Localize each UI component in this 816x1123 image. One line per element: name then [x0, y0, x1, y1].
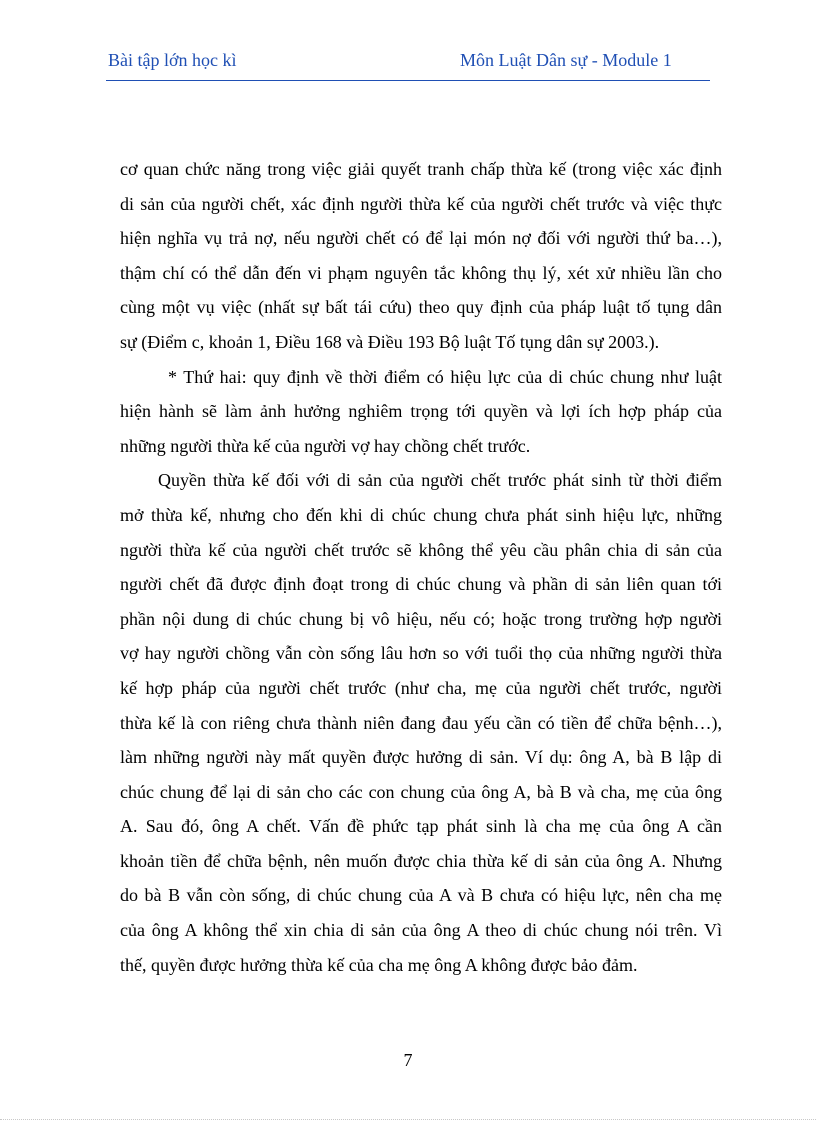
text-line: khoản tiền để chữa bệnh, nên muốn được chia thừa kế di sản của ông A. Nhưng	[120, 850, 722, 871]
text-line: A. Sau đó, ông A chết. Vấn đề phức tạp phát sinh là cha mẹ của ông A cần	[120, 816, 722, 837]
footer-divider	[0, 1119, 816, 1120]
page-number: 7	[403, 1050, 413, 1070]
text-line: chúc chung để lại di sản cho các con chung của ông A, bà B và cha, mẹ của ông	[120, 781, 722, 802]
text-line: làm những người này mất quyền được hưởng di sản. Ví dụ: ông A, bà B lập di	[120, 747, 722, 768]
text-line: thừa kế là con riêng chưa thành niên đang đau yếu cần có tiền để chữa bệnh…),	[120, 712, 722, 733]
header-right-title: Môn Luật Dân sự - Module 1	[460, 50, 672, 70]
text-line: người thừa kế của người chết trước sẽ không thể yêu cầu phân chia di sản của	[120, 539, 722, 560]
body-text	[120, 152, 722, 982]
text-line: hiện hành sẽ làm ảnh hưởng nghiêm trọng tới quyền và lợi ích hợp pháp của	[120, 401, 722, 422]
page-header	[108, 50, 708, 74]
text-line: người chết đã được định đoạt trong di chúc chung và phần di sản liên quan tới	[120, 574, 722, 595]
text-line: do bà B vẫn còn sống, di chúc chung của A và B chưa có hiệu lực, nên cha mẹ	[120, 885, 722, 906]
text-line: cơ quan chức năng trong việc giải quyết tranh chấp thừa kế (trong việc xác định	[120, 159, 722, 179]
text-line: những người thừa kế của người vợ hay chồng chết trước.	[120, 435, 531, 456]
text-line: Quyền thừa kế đối với di sản của người chết trước phát sinh từ thời điểm	[158, 470, 722, 491]
text-line: thậm chí có thể dẫn đến vi phạm nguyên tắc không thụ lý, xét xử nhiều lần cho	[120, 262, 722, 283]
text-line: * Thứ hai: quy định về thời điểm có hiệu lực của di chúc chung như luật	[168, 366, 722, 387]
text-line: sự (Điểm c, khoản 1, Điều 168 và Điều 193 Bộ luật Tố tụng dân sự 2003.).	[120, 331, 660, 352]
header-divider	[106, 80, 710, 81]
text-line: mở thừa kế, nhưng cho đến khi di chúc chung chưa phát sinh hiệu lực, những	[120, 504, 722, 525]
header-left-title: Bài tập lớn học kì	[108, 50, 237, 70]
text-line: cùng một vụ việc (nhất sự bất tái cứu) theo quy định của pháp luật tố tụng dân	[120, 297, 722, 318]
text-line: phần nội dung di chúc chung bị vô hiệu, nếu có; hoặc trong trường hợp người	[120, 608, 722, 629]
text-line: di sản của người chết, xác định người thừa kế của người chết trước và việc thực	[120, 193, 722, 214]
text-line: kế hợp pháp của người chết trước (như cha, mẹ của người chết trước, người	[120, 677, 722, 698]
text-line: hiện nghĩa vụ trả nợ, nếu người chết có để lại món nợ đối với người thứ ba…),	[120, 228, 722, 249]
text-line: thế, quyền được hưởng thừa kế của cha mẹ ông A không được bảo đảm.	[120, 954, 638, 975]
text-line: của ông A không thể xin chia di sản của ông A theo di chúc chung nói trên. Vì	[120, 920, 722, 941]
text-line: vợ hay người chồng vẫn còn sống lâu hơn so với tuổi thọ của những người thừa	[120, 643, 722, 664]
